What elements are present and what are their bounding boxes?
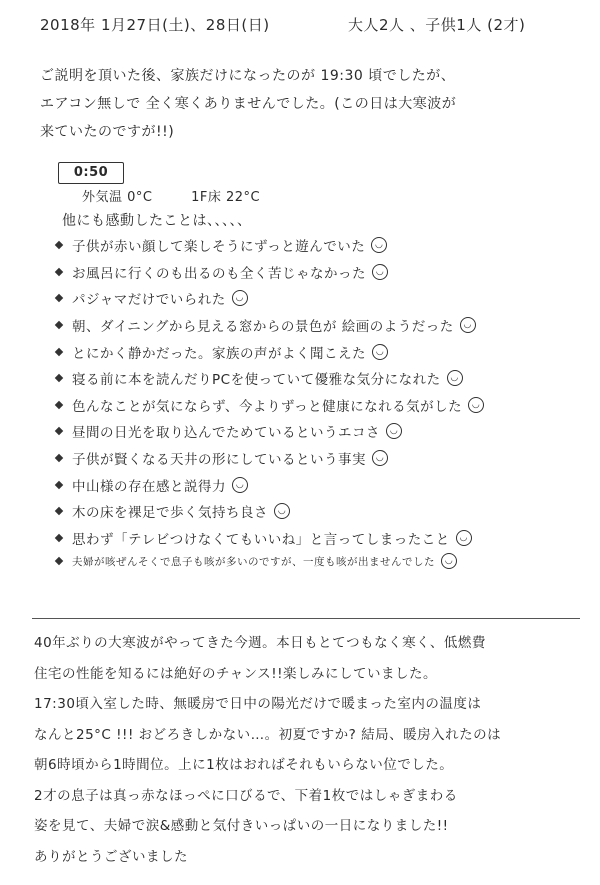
smiley-face-icon: ◡: [372, 450, 388, 466]
story-line: なんと25°C !!! おどろきしかない…。初夏ですか? 結局、暖房入れたのは: [34, 726, 502, 743]
item-text: パジャマだけでいられた: [72, 292, 226, 309]
item-text: とにかく静かだった。家族の声がよく聞こえた: [72, 345, 366, 362]
outside-temperature: 外気温 0°C: [82, 190, 153, 205]
bullet-diamond-icon: [55, 427, 63, 435]
intro-line: エアコン無しで 全く寒くありませんでした。(この日は大寒波が: [40, 96, 457, 112]
bullet-diamond-icon: [55, 294, 63, 302]
bullet-diamond-icon: [55, 454, 63, 462]
smiley-face-icon: ◡: [371, 237, 387, 253]
list-item: [56, 525, 586, 552]
bullet-diamond-icon: [55, 557, 63, 565]
list-item: [56, 551, 586, 571]
list-lead: 他にも感動したことは、、、、、: [62, 213, 252, 229]
smiley-face-icon: ◡: [447, 370, 463, 386]
list-item: [56, 285, 586, 312]
smiley-face-icon: ◡: [372, 264, 388, 280]
list-item: [56, 498, 586, 525]
smiley-face-icon: ◡: [468, 397, 484, 413]
smiley-face-icon: ◡: [456, 530, 472, 546]
item-text: 色んなことが気にならず、今よりずっと健康になれる気がした: [72, 398, 463, 415]
story-line: ありがとうございました: [34, 848, 188, 865]
item-text: 朝、ダイニングから見える窓からの景色が 絵画のようだった: [72, 319, 454, 336]
story-line: 住宅の性能を知るには絶好のチャンス!!楽しみにしていました。: [34, 665, 438, 682]
list-item: [56, 445, 586, 472]
list-item: [56, 392, 586, 419]
item-text: 子供が赤い顔して楽しそうにずっと遊んでいた: [72, 239, 366, 256]
item-text: 昼間の日光を取り込んでためているというエコさ: [72, 425, 380, 442]
intro-line: 来ていたのですが!!): [40, 124, 175, 140]
bullet-diamond-icon: [55, 401, 63, 409]
floor-temperature: 1F床 22°C: [191, 190, 261, 205]
story-line: 朝6時頃から1時間位。上に1枚はおればそれもいらない位でした。: [34, 757, 454, 773]
story-line: 40年ぶりの大寒波がやってきた今週。本日もとてつもなく寒く、低燃費: [34, 635, 486, 651]
smiley-face-icon: ◡: [372, 344, 388, 360]
bullet-diamond-icon: [55, 321, 63, 329]
story-line: 2才の息子は真っ赤なほっぺに口びるで、下着1枚ではしゃぎまわる: [34, 787, 458, 804]
smiley-face-icon: ◡: [274, 503, 290, 519]
list-item: [56, 232, 586, 259]
smiley-face-icon: ◡: [232, 477, 248, 493]
item-text: 子供が賢くなる天井の形にしているという事実: [72, 452, 366, 469]
item-text: 寝る前に本を読んだりPCを使っていて優雅な気分になれた: [72, 372, 441, 389]
smiley-face-icon: ◡: [232, 290, 248, 306]
temperature-readings: [82, 186, 294, 205]
smiley-face-icon: ◡: [441, 553, 457, 569]
list-item: [56, 312, 586, 339]
bullet-diamond-icon: [55, 268, 63, 276]
list-item: [56, 365, 586, 392]
item-text: 中山様の存在感と説得力: [72, 478, 226, 495]
list-item: [56, 259, 586, 286]
list-item: [56, 471, 586, 498]
intro-paragraph: [40, 62, 580, 146]
item-text: お風呂に行くのも出るのも全く苦じゃなかった: [72, 265, 366, 282]
bullet-diamond-icon: [55, 347, 63, 355]
bullet-diamond-icon: [55, 374, 63, 382]
list-item: [56, 338, 586, 365]
impressions-list: [56, 232, 586, 571]
bullet-diamond-icon: [55, 507, 63, 515]
bullet-diamond-icon: [55, 534, 63, 542]
story-line: 姿を見て、夫婦で涙&感動と気付きいっぱいの一日になりました!!: [34, 818, 449, 834]
section-divider: [32, 618, 580, 619]
smiley-face-icon: ◡: [460, 317, 476, 333]
time-box: 0:50: [58, 162, 124, 184]
visit-date: 2018年 1月27日(土)、28日(日): [40, 16, 270, 34]
item-text: 木の床を裸足で歩く気持ち良さ: [72, 505, 268, 522]
party-size: 大人2人 、子供1人 (2才): [348, 16, 526, 34]
intro-line: ご説明を頂いた後、家族だけになったのが 19:30 頃でしたが、: [40, 68, 456, 84]
bullet-diamond-icon: [55, 480, 63, 488]
bullet-diamond-icon: [55, 241, 63, 249]
item-text: 思わず「テレビつけなくてもいいね」と言ってしまったこと: [72, 531, 450, 548]
smiley-face-icon: ◡: [386, 423, 402, 439]
list-item: [56, 418, 586, 445]
item-text: 夫婦が咳ぜんそくで息子も咳が多いのですが、一度も咳が出ませんでした: [72, 555, 435, 568]
story-paragraph: [34, 628, 584, 872]
story-line: 17:30頃入室した時、無暖房で日中の陽光だけで暖まった室内の温度は: [34, 696, 482, 712]
